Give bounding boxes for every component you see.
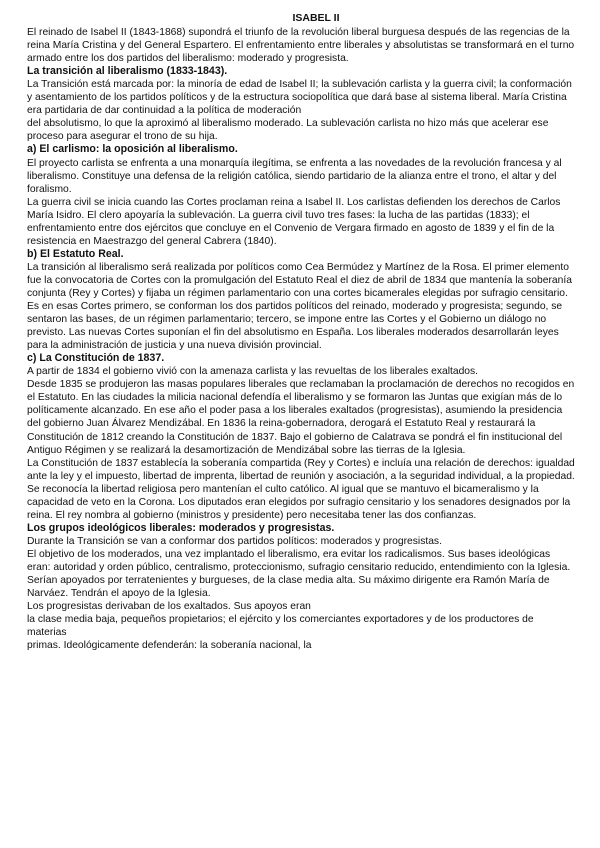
section-heading: b) El Estatuto Real.: [27, 247, 124, 260]
document-body: [27, 26, 575, 652]
section-heading: Los grupos ideológicos liberales: moderados y progresistas.: [27, 521, 335, 534]
paragraph: El proyecto carlista se enfrenta a una monarquía ilegítima, se enfrenta a las novedades de la revolución francesa y al liberalismo. Constituye una defensa de la religión católica, siendo partidario de la alianza entre el trono, el altar y del foralismo.: [27, 157, 562, 195]
section-heading: c) La Constitución de 1837.: [27, 352, 165, 365]
paragraph: del absolutismo, lo que la aproximó al liberalismo moderado. La sublevación carlista no hizo más que acelerar ese proceso para asegurar el trono de su hija.: [27, 118, 549, 143]
paragraph: Los progresistas derivaban de los exaltados. Sus apoyos eran: [27, 601, 311, 613]
section-heading: a) El carlismo: la oposición al liberalismo.: [27, 143, 238, 156]
paragraph: Durante la Transición se van a conformar dos partidos políticos: moderados y progresistas.: [27, 535, 442, 547]
section-heading: La transición al liberalismo (1833-1843).: [27, 65, 228, 78]
paragraph: La Constitución de 1837 establecía la soberanía compartida (Rey y Cortes) e incluía una relación de derechos: igualdad ante la ley y el impuesto, libertad de imprenta, libertad de reunión y asociación, a la seguridad individual, a la propiedad. Se reconocía la libertad religiosa pero mantenían el culto católico. Al igual que se mantuvo el bicameralismo y la capacidad de veto en la Corona. Los diputados eran elegidos por sufragio censitario y los senadores designados por la reina. El rey nombra al gobierno (ministros y presidente) pero necesitaba tener las dos confianzas.: [27, 457, 575, 521]
paragraph: El objetivo de los moderados, una vez implantado el liberalismo, era evitar los radicalismos. Sus bases ideológicas eran: autoridad y orden público, centralismo, proteccionismo, sufragio censitario reducido, entendimiento con la Iglesia. Serían apoyados por terratenientes y burgueses, de la clase media alta. Su máximo dirigente era Ramón María de Narváez. Tendrán el apoyo de la Iglesia.: [27, 548, 571, 600]
paragraph: A partir de 1834 el gobierno vivió con la amenaza carlista y las revueltas de los liberales exaltados.: [27, 366, 479, 378]
paragraph: El reinado de Isabel II (1843-1868) supondrá el triunfo de la revolución liberal burguesa después de las regencias de la reina María Cristina y del General Espartero. El enfrentamiento entre liberales y absolutistas se transformará en el turno armado entre los dos partidos del liberalismo: moderado y progresista.: [27, 27, 575, 65]
paragraph: La transición al liberalismo será realizada por políticos como Cea Bermúdez y Martínez de la Rosa. El primer elemento fue la convocatoria de Cortes con la promulgación del Estatuto Real el diez de abril de 1834 que mantenía la soberanía conjunta (Rey y Cortes) y fijaba un régimen parlamentario con una cortes bicamerales elegidas por sufragio censitario. Es en esas Cortes primero, se conforman los dos partidos políticos del reinado, moderado y progresista; segundo, se sentaron las bases, de un régimen parlamentario; tercero, se impone entre las Cortes y el Gobierno un diálogo no previsto. Las nuevas Cortes suponían el fin del absolutismo en España. Los liberales moderados desarrollarán leyes para la administración de justicia y una nueva división provincial.: [27, 261, 572, 352]
paragraph: La Transición está marcada por: la minoría de edad de Isabel II; la sublevación carlista y la guerra civil; la conformación y asentamiento de los partidos políticos y de la estructura sociopolítica que dará base al sistema liberal. María Cristina era partidaria de dar continuidad a la política de moderación: [27, 79, 572, 117]
paragraph: la clase media baja, pequeños propietarios; el ejército y los comerciantes exportadores y de los productores de materias: [27, 614, 534, 639]
paragraph: Desde 1835 se produjeron las masas populares liberales que reclamaban la proclamación de derechos no recogidos en el Estatuto. En las ciudades la milicia nacional defendía el liberalismo y se formaron las Juntas que exigían más de lo políticamente alcanzado. En ese año el poder pasa a los liberales exaltados (progresistas), asumiendo la presidencia del gobierno Juan Álvarez Mendizábal. En 1836 la reina-gobernadora, derogará el Estatuto Real y restaurará la Constitución de 1812 creando la Constitución de 1837. Bajo el gobierno de Calatrava se pondrá el fin institucional del Antiguo Régimen y se realizará la desamortización de Mendizábal sobre las tierras de la Iglesia.: [27, 379, 575, 456]
paragraph: La guerra civil se inicia cuando las Cortes proclaman reina a Isabel II. Los carlistas defienden los derechos de Carlos María Isidro. El clero apoyaría la sublevación. La guerra civil tuvo tres fases: la lucha de las partidas (1833); el enfrentamiento entre dos ejércitos que concluye en el Convenio de Vergara firmado en agosto de 1839 y el fin de la resistencia en Maestrazgo del general Cabrera (1840).: [27, 196, 561, 247]
paragraph: primas. Ideológicamente defenderán: la soberanía nacional, la: [27, 640, 312, 652]
document-title: ISABEL II: [292, 12, 340, 24]
